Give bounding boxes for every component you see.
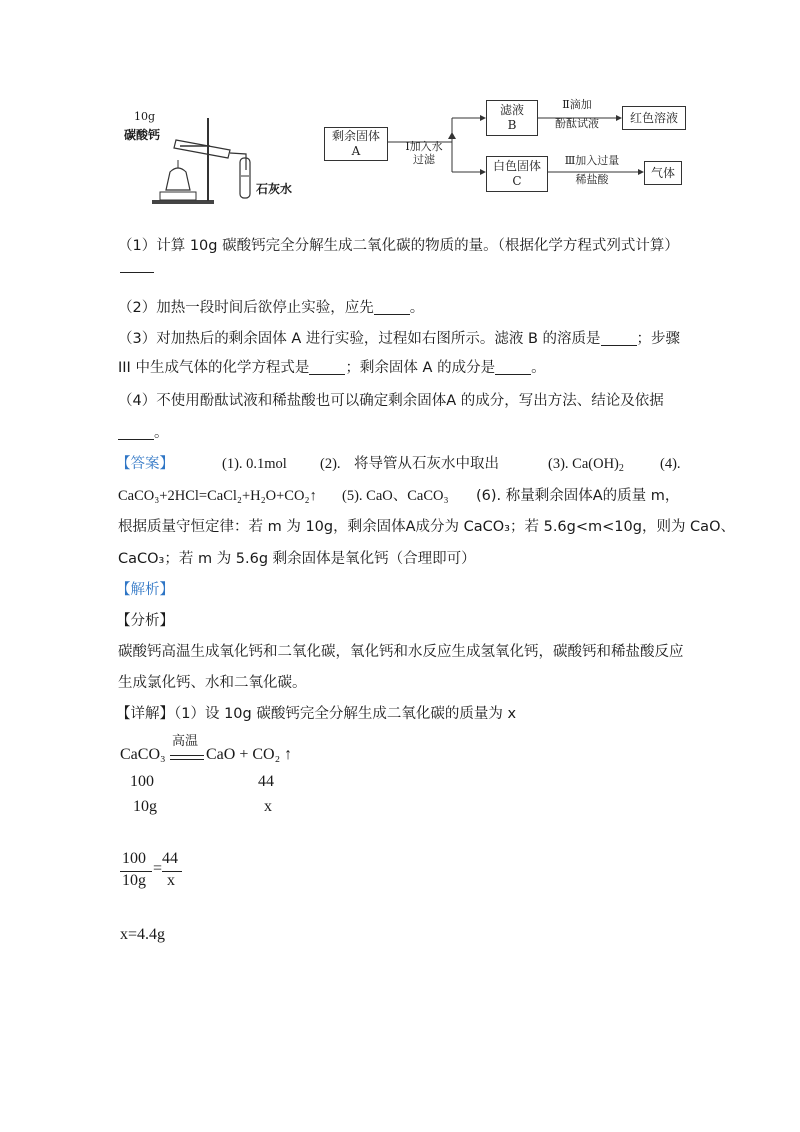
q3-text-d: ；剩余固体 A 的成分是 xyxy=(345,360,496,376)
step3-line2: 稀盐酸 xyxy=(575,173,609,186)
fraction-right xyxy=(162,850,184,894)
answer-3-text: (3). Ca(OH) xyxy=(548,456,619,472)
box-b-line1: 滤液 xyxy=(499,103,524,117)
box-residue-a xyxy=(324,127,388,161)
analysis-detail: 【详解】（1）设 10g 碳酸钙完全分解生成二氧化碳的质量为 x xyxy=(116,706,517,722)
q3-blank-3 xyxy=(495,360,531,375)
calc-mr-product: 44 xyxy=(258,773,274,790)
calc-reactant: CaCO₃ xyxy=(120,746,166,763)
box-filtrate-b xyxy=(486,100,538,136)
step3-line1: Ⅲ加入过量 xyxy=(564,154,620,167)
q2-end: 。 xyxy=(409,300,425,316)
box-c-line1: 白色固体 xyxy=(492,159,541,173)
q4-blank xyxy=(118,425,154,440)
box-a-line2: A xyxy=(351,144,361,158)
analysis-subtag: 【分析】 xyxy=(116,613,174,629)
calc-mass-product: x xyxy=(264,798,272,815)
answer-2-num: (2). xyxy=(320,456,341,472)
answer-equation: CaCO₃+2HCl=CaCl₂+H₂O+CO₂↑ xyxy=(118,488,317,504)
analysis-para-1: 碳酸钙高温生成氧化钙和二氧化碳，氧化钙和水反应生成氢氧化钙，碳酸钙和稀盐酸反应 xyxy=(118,644,684,660)
fraction-right-den: x xyxy=(167,872,175,889)
answer-tag: 【答案】 xyxy=(116,456,174,472)
apparatus-figure xyxy=(118,110,318,215)
box-a-line1: 剩余固体 xyxy=(331,129,380,143)
calc-condition: 高温 xyxy=(172,734,199,749)
box-b-line2: B xyxy=(507,118,517,132)
calc-double-arrow xyxy=(170,755,204,760)
apparatus-substance-label: 碳酸钙 xyxy=(124,128,161,142)
q4-end: 。 xyxy=(154,425,169,441)
flowchart xyxy=(320,96,690,196)
q3-text-c: III 中生成气体的化学方程式是 xyxy=(118,360,310,376)
box-red-text: 红色溶液 xyxy=(629,110,678,125)
fraction-left-num: 100 xyxy=(122,850,146,867)
box-c-line2: C xyxy=(512,174,522,188)
answer-4-num: (4). xyxy=(660,456,681,472)
answer-1: (1). 0.1mol xyxy=(222,456,287,472)
answer-6: (6). 称量剩余固体A的质量 m， xyxy=(476,488,680,504)
answer-line-3: 根据质量守恒定律：若 m 为 10g，剩余固体A成分为 CaCO₃；若 5.6g<m<10g，则为 CaO、 xyxy=(118,519,735,535)
fraction-equals: = xyxy=(153,860,163,877)
box-gas-text: 气体 xyxy=(650,165,675,180)
calc-result: x=4.4g xyxy=(120,926,166,943)
question-3-line1 xyxy=(118,329,680,349)
question-1-blank xyxy=(120,272,154,273)
calc-mass-reactant: 10g xyxy=(133,798,157,815)
apparatus-mass-label: 10g xyxy=(134,110,156,123)
calc-products: CaO + CO₂ ↑ xyxy=(206,746,293,763)
q3-text-b: ；步骤 xyxy=(636,331,681,347)
q3-text-a: （3）对加热后的剩余固体 A 进行实验，过程如右图所示。滤液 B 的溶质是 xyxy=(118,331,601,347)
step2-line1: Ⅱ滴加 xyxy=(562,98,592,111)
q3-blank-1 xyxy=(601,331,637,346)
calc-mr-reactant: 100 xyxy=(130,773,154,790)
analysis-para-2: 生成氯化钙、水和二氧化碳。 xyxy=(118,675,307,691)
fraction-left xyxy=(120,850,154,894)
q3-text-e: 。 xyxy=(531,360,546,376)
step1-line2: 过滤 xyxy=(413,153,435,166)
limewater-label: 石灰水 xyxy=(256,182,293,196)
answer-5: (5). CaO、CaCO₃ xyxy=(342,488,449,504)
step2-line2: 酚酞试液 xyxy=(555,117,599,130)
box-gas xyxy=(644,161,682,185)
answer-line-4: CaCO₃；若 m 为 5.6g 剩余固体是氧化钙（合理即可） xyxy=(118,551,476,567)
answer-3-sub: 2 xyxy=(618,463,624,474)
question-2 xyxy=(118,298,424,318)
fraction-right-num: 44 xyxy=(162,850,178,867)
step2-label xyxy=(544,98,610,130)
step1-line1: Ⅰ加入水 xyxy=(405,140,443,153)
analysis-tag: 【解析】 xyxy=(116,582,174,598)
question-4-line2 xyxy=(118,423,169,443)
step3-label xyxy=(552,154,632,186)
question-4-line1: （4）不使用酚酞试液和稀盐酸也可以确定剩余固体A 的成分，写出方法、结论及依据 xyxy=(118,393,664,409)
fraction-left-den: 10g xyxy=(122,872,146,889)
question-1: （1）计算 10g 碳酸钙完全分解生成二氧化碳的物质的量。（根据化学方程式列式计算） xyxy=(118,238,679,254)
q2-blank xyxy=(374,300,410,315)
q2-text: （2）加热一段时间后欲停止实验，应先 xyxy=(118,300,374,316)
answer-3 xyxy=(548,454,624,479)
box-red-solution xyxy=(622,106,686,130)
q3-blank-2 xyxy=(309,360,345,375)
step1-label xyxy=(398,140,450,166)
answer-2-text: 将导管从石灰水中取出 xyxy=(354,456,499,472)
question-3-line2 xyxy=(118,358,546,378)
box-white-solid-c xyxy=(486,156,548,192)
